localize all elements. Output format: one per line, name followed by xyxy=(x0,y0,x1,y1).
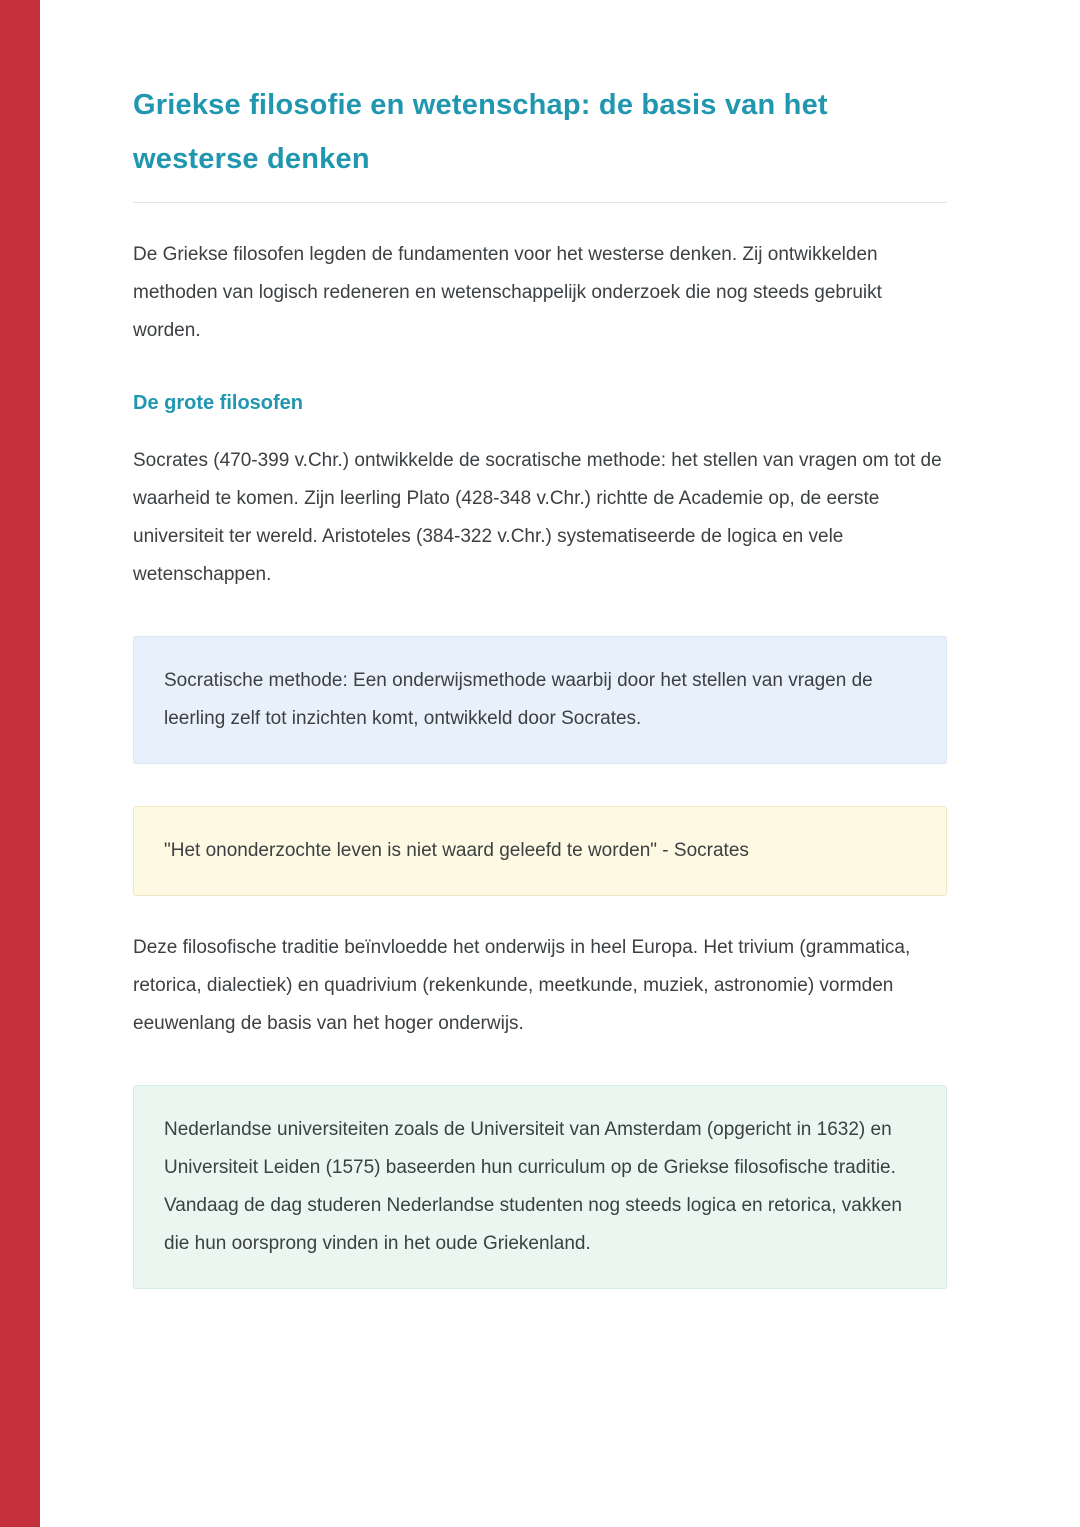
page-title: Griekse filosofie en wetenschap: de basis van het westerse denken xyxy=(133,89,828,175)
tradition-paragraph: Deze filosofische traditie beïnvloedde het onderwijs in heel Europa. Het trivium (grammatica, retorica, dialectiek) en quadrivium (rekenkunde, meetkunde, muziek, astronomie) vormden eeuwenlang de basis van het hoger onderwijs. xyxy=(133,937,911,1034)
quote-callout-text: "Het ononderzochte leven is niet waard geleefd te worden" - Socrates xyxy=(164,840,749,861)
dutch-universities-callout xyxy=(133,1085,947,1289)
title-divider xyxy=(133,202,947,203)
definition-callout xyxy=(133,636,947,764)
quote-callout xyxy=(133,806,947,896)
section-heading-philosophers: De grote filosofen xyxy=(133,392,304,414)
dutch-universities-callout-text: Nederlandse universiteiten zoals de Universiteit van Amsterdam (opgericht in 1632) en Universiteit Leiden (1575) baseerden hun curriculum op de Griekse filosofische traditie. Vandaag de dag studeren Nederlandse studenten nog steeds logica en retorica, vakken die hun oorsprong vinden in het oude Griekenland. xyxy=(164,1119,902,1254)
left-accent-bar xyxy=(0,0,40,1527)
intro-paragraph: De Griekse filosofen legden de fundamenten voor het westerse denken. Zij ontwikkelden methoden van logisch redeneren en wetenschappelijk onderzoek die nog steeds gebruikt worden. xyxy=(133,244,882,341)
document-content xyxy=(133,0,947,1289)
philosophers-paragraph: Socrates (470-399 v.Chr.) ontwikkelde de socratische methode: het stellen van vragen om tot de waarheid te komen. Zijn leerling Plato (428-348 v.Chr.) richtte de Academie op, de eerste universiteit ter wereld. Aristoteles (384-322 v.Chr.) systematiseerde de logica en vele wetenschappen. xyxy=(133,450,942,585)
definition-callout-text: Socratische methode: Een onderwijsmethode waarbij door het stellen van vragen de leerling zelf tot inzichten komt, ontwikkeld door Socrates. xyxy=(164,670,873,729)
